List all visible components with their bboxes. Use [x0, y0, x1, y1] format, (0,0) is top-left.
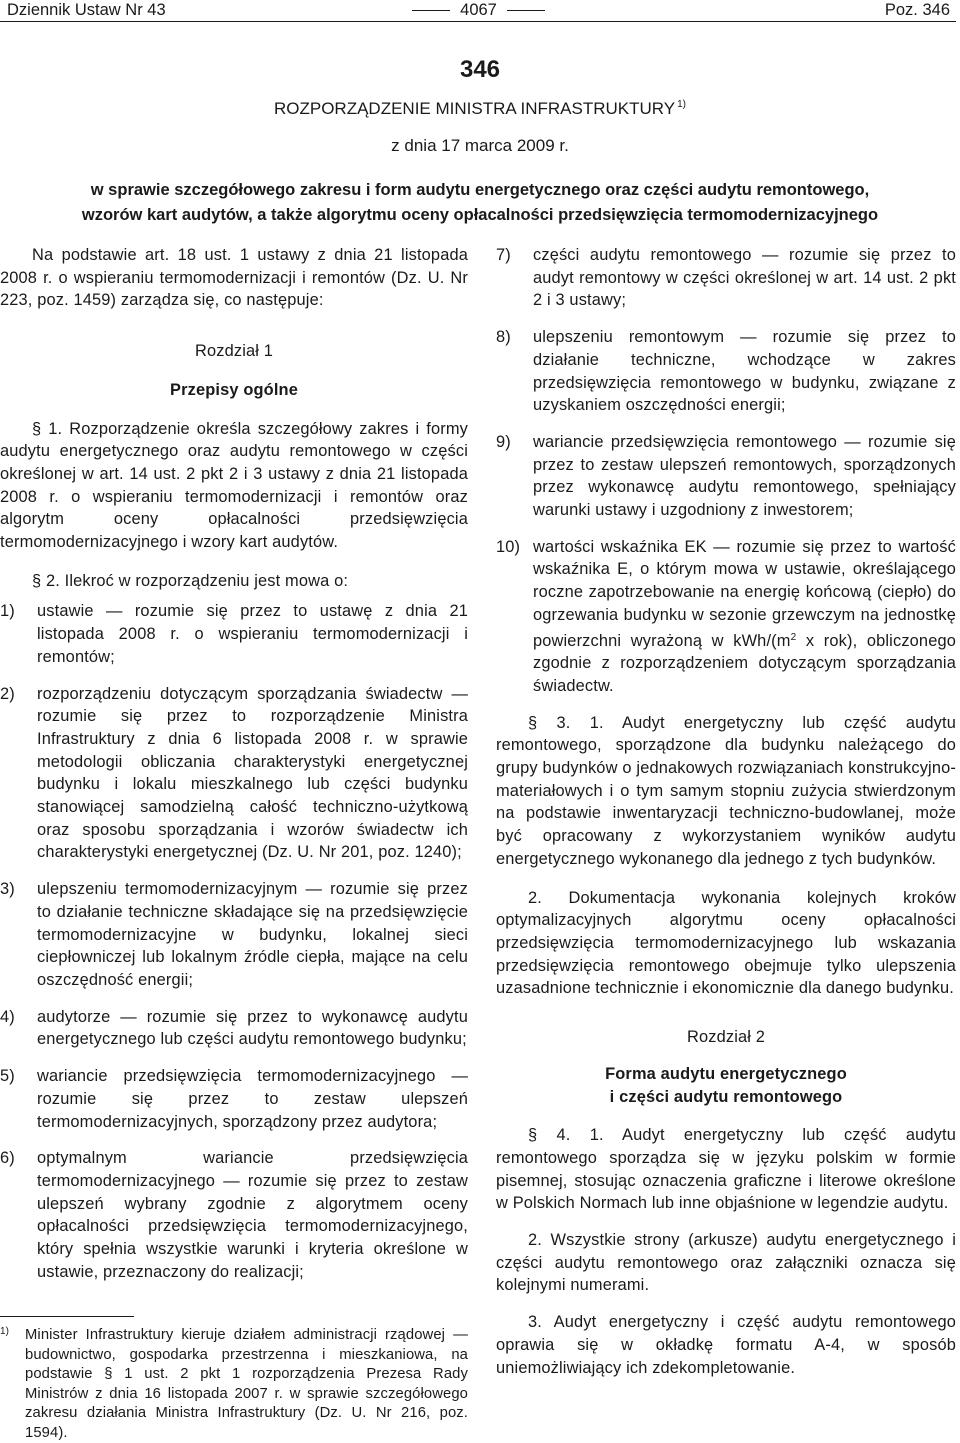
- item-number: 3): [0, 880, 15, 899]
- item-number: 10): [496, 537, 521, 556]
- act-title-text: ROZPORZĄDZENIE MINISTRA INFRASTRUKTURY: [273, 99, 676, 118]
- item-text-cont: x rok), obliczonego zgodnie z rozporządzeniem dotyczącym sporządzania świadectw.: [533, 631, 956, 695]
- act-subject-line: w sprawie szczegółowego zakresu i form audytu energetycznego oraz części audytu remontowego,: [90, 181, 870, 199]
- journal-name: Dziennik Ustaw Nr 43: [7, 1, 166, 19]
- paragraph-2-intro: § 2. Ilekroć w rozporządzeniu jest mowa o:: [32, 571, 349, 590]
- paragraph-1: § 1. Rozporządzenie określa szczegółowy zakres i formy audytu energetycznego oraz audytu remontowego w części określonej w art. 14 ust. 2 pkt 2 i 3 ustawy z dnia 21 listopada 2008 r. o wspieraniu termomodernizacji i remontów oraz algorytm oceny opłacalności przedsięwzięcia termomodernizacyjnego i wzory kart audytów.: [0, 419, 468, 552]
- position-number: Poz. 346: [884, 1, 950, 19]
- item-text: części audytu remontowego — rozumie się przez to audyt remontowy w części określonej w art. 14 ust. 2 pkt 2 i 3 ustawy;: [533, 246, 956, 310]
- right-column: [496, 244, 956, 1379]
- item-number: 6): [0, 1149, 15, 1168]
- definition-item: [0, 878, 468, 992]
- definition-item: [496, 244, 956, 312]
- item-text: audytorze — rozumie się przez to wykonawcę audytu energetycznego lub części audytu remontowego budynku;: [37, 1007, 468, 1049]
- left-column: [0, 244, 468, 1283]
- running-header: [7, 0, 950, 20]
- dash-right: [507, 10, 545, 11]
- act-subject-line: wzorów kart audytów, a także algorytmu oceny opłacalności przedsięwzięcia termomodernizacyjnego: [81, 206, 879, 224]
- footnote-rule: [0, 1316, 134, 1317]
- item-number: 8): [496, 328, 511, 347]
- definition-item: [0, 1006, 468, 1051]
- item-text: wariancie przedsięwzięcia termomodernizacyjnego — rozumie się przez to zestaw ulepszeń termomodernizacyjnych, sporządzony przez audytora;: [37, 1067, 468, 1131]
- footnote: [0, 1326, 468, 1443]
- act-title: [0, 94, 960, 120]
- chapter-heading: Rozdział 2: [686, 1028, 766, 1047]
- act-subject: [10, 178, 950, 228]
- item-number: 2): [0, 684, 15, 703]
- item-text: optymalnym wariancie przedsięwzięcia termomodernizacyjnego — rozumie się przez to zestaw ulepszeń wybrany zgodnie z algorytmem oceny opłacalności przedsięwzięcia termomodernizacyjnego, który spełnia wszystkie warunki i kryteria określone w ustawie, przeznaczony do realizacji;: [37, 1149, 468, 1281]
- page-number-block: [7, 0, 950, 20]
- item-text: wartości wskaźnika EK — rozumie się przez to wartość wskaźnika E, o którym mowa w ustawie, określającego roczne zapotrzebowanie na energię końcową (ciepło) do ogrzewania budynku w sezonie grzewczym na jednostkę powierzchni wyrażoną w kWh/(m: [533, 537, 956, 650]
- superscript-exponent: 2: [790, 631, 797, 643]
- item-number: 7): [496, 246, 511, 264]
- chapter-title-line: Forma audytu energetycznego: [605, 1064, 847, 1083]
- dash-left: [412, 10, 450, 11]
- definition-item: [496, 326, 956, 417]
- act-number: 346: [459, 56, 501, 83]
- item-number: 5): [0, 1067, 15, 1086]
- paragraph-3-2: 2. Dokumentacja wykonania kolejnych kroków optymalizacyjnych algorytmu oceny opłacalności przedsięwzięcia termomodernizacyjnego lub wskazania przedsięwzięcia remontowego obejmuje tylko ulepszenia uzasadnione technicznie i ekonomicznie dla danego budynku.: [496, 888, 956, 998]
- item-text: ulepszeniu remontowym — rozumie się przez to działanie techniczne, wchodzące w zakres przedsięwzięcia remontowego w budynku, związane z uzyskaniem oszczędności energii;: [533, 328, 956, 415]
- page-number: 4067: [460, 1, 497, 19]
- act-title-footnote-ref: 1): [677, 99, 686, 110]
- header-rule: [0, 21, 956, 22]
- definition-item: [496, 431, 956, 522]
- item-number: 1): [0, 602, 15, 621]
- paragraph-4-1: § 4. 1. Audyt energetyczny lub część audytu remontowego sporządza się w języku polskim w formie pisemnej, stosując oznaczenia graficzne i literowe określone w Polskich Normach lub inne objaśnione w legendzie audytu.: [496, 1126, 956, 1213]
- item-text: ulepszeniu termomodernizacyjnym — rozumie się przez to działanie techniczne składające się na przedsięwzięcie termomodernizacyjne w budynku, lokalnej sieci ciepłowniczej lub lokalnym źródle ciepła, mające na celu oszczędność energii;: [37, 880, 468, 989]
- paragraph-3-1: § 3. 1. Audyt energetyczny lub część audytu remontowego, sporządzone dla budynku należącego do grupy budynków o jednakowych rozwiązaniach konstrukcyjno-materiałowych i o tym samym stopniu zużycia stwierdzonym na podstawie inwentaryzacji techniczno-budowlanej, może być opracowany z wykorzystaniem wyników audytu energetycznego wykonanego dla jednego z tych budynków.: [496, 713, 956, 868]
- paragraph-4-2: 2. Wszystkie strony (arkusze) audytu energetycznego i części audytu remontowego oraz załączniki oznacza się kolejnymi numerami.: [496, 1231, 956, 1295]
- chapter-title: [496, 1063, 956, 1108]
- item-number: 4): [0, 1007, 15, 1026]
- footnote-marker: 1): [0, 1326, 10, 1337]
- preamble: Na podstawie art. 18 ust. 1 ustawy z dnia 21 listopada 2008 r. o wspieraniu termomodernizacji i remontów (Dz. U. Nr 223, poz. 1459) zarządza się, co następuje:: [0, 246, 468, 310]
- item-text: ustawie — rozumie się przez to ustawę z dnia 21 listopada 2008 r. o wspieraniu termomodernizacji i remontów;: [37, 602, 468, 666]
- item-text: rozporządzeniu dotyczącym sporządzania świadectw — rozumie się przez to rozporządzenie Ministra Infrastruktury z dnia 6 listopada 2008 r. w sprawie metodologii obliczania charakterystyki energetycznej budynku i lokalu mieszkalnego lub części budynku stanowiącej samodzielną całość techniczno-użytkową oraz sposobu sporządzania i wzorów świadectw ich charakterystyki energetycznej (Dz. U. Nr 201, poz. 1240);: [37, 684, 468, 862]
- chapter-title-line: i części audytu remontowego: [609, 1087, 843, 1106]
- item-text: wariancie przedsięwzięcia remontowego — rozumie się przez to zestaw ulepszeń remontowych, sporządzonych przez wykonawcę audytu remontowego, spełniający warunki ustawy i uzgodniony z inwestorem;: [533, 432, 956, 520]
- chapter-title: Przepisy ogólne: [170, 380, 298, 399]
- definition-item: [0, 600, 468, 668]
- definition-item: [0, 1147, 468, 1283]
- chapter-heading: Rozdział 1: [194, 342, 274, 361]
- act-date: z dnia 17 marca 2009 r.: [391, 136, 569, 155]
- definition-item: [496, 536, 956, 698]
- definition-item: [0, 683, 468, 865]
- item-number: 9): [496, 432, 511, 451]
- footnote-text: Minister Infrastruktury kieruje działem administracji rządowej — budownictwo, gospodarka przestrzenna i mieszkaniowa, na podstawie § 1 ust. 2 pkt 1 rozporządzenia Prezesa Rady Ministrów z dnia 16 listopada 2007 r. w sprawie szczegółowego zakresu działania Ministra Infrastruktury (Dz. U. Nr 216, poz. 1594).: [25, 1327, 468, 1441]
- definition-item: [0, 1065, 468, 1133]
- paragraph-4-3: 3. Audyt energetyczny i część audytu remontowego oprawia się w okładkę formatu A-4, w sposób uniemożliwiający ich zdekompletowanie.: [496, 1313, 956, 1377]
